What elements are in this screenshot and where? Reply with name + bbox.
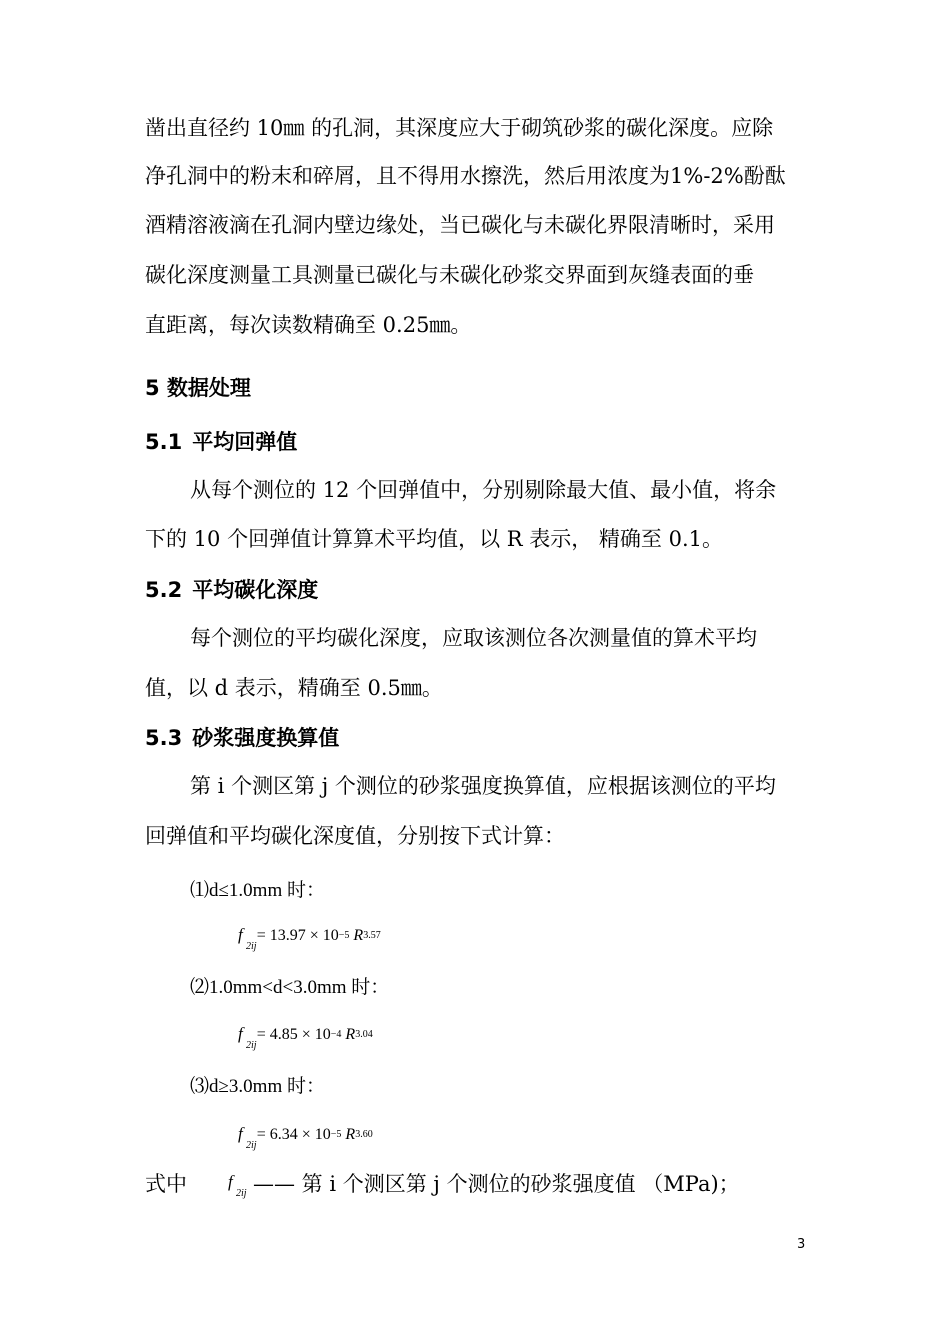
formula xyxy=(238,1024,373,1051)
subsection-number: 5.3 xyxy=(145,726,183,750)
formula xyxy=(238,1124,373,1151)
body-line: 下的 10 个回弹值计算算术平均值，以 R 表示， 精确至 0.1。 xyxy=(145,527,723,551)
body-line: 值，以 d 表示，精确至 0.5㎜。 xyxy=(145,676,443,700)
body-line: 每个测位的平均碳化深度，应取该测位各次测量值的算术平均 xyxy=(190,626,757,650)
formula-R: R xyxy=(345,1026,356,1043)
formula-R: R xyxy=(353,927,364,944)
subsection-title: 平均回弹值 xyxy=(192,430,298,454)
formula-subscript: 2ij xyxy=(246,1040,257,1051)
section-heading: 5 数据处理 xyxy=(145,376,251,400)
body-line: 净孔洞中的粉末和碎屑，且不得用水擦洗，然后用浓度为1%-2%酚酞 xyxy=(145,164,786,188)
formula-f: f 2ij xyxy=(238,925,257,952)
formula-subscript: 2ij xyxy=(246,941,257,952)
formula-exponent: −5 xyxy=(338,930,350,941)
body-line: 凿出直径约 10㎜ 的孔洞，其深度应大于砌筑砂浆的碳化深度。应除 xyxy=(145,116,774,140)
formula-power: 3.57 xyxy=(363,930,381,941)
where-symbol: f 2ij xyxy=(228,1172,247,1199)
body-line: 碳化深度测量工具测量已碳化与未碳化砂浆交界面到灰缝表面的垂 xyxy=(145,263,754,287)
condition-label: ⑴d≤1.0mm 时： xyxy=(190,880,325,901)
formula-exponent: −5 xyxy=(330,1129,342,1140)
formula xyxy=(238,925,381,952)
formula-rhs: = 4.85 × 10 xyxy=(256,1026,331,1043)
formula-R: R xyxy=(345,1126,356,1143)
body-line: 酒精溶液滴在孔洞内壁边缘处，当已碳化与未碳化界限清晰时，采用 xyxy=(145,213,775,237)
subsection-heading xyxy=(145,426,297,456)
subsection-heading xyxy=(145,574,318,604)
where-description: —— 第 i 个测区第 j 个测位的砂浆强度值 （MPa)； xyxy=(253,1172,740,1196)
subsection-heading xyxy=(145,722,339,752)
formula-rhs: = 6.34 × 10 xyxy=(256,1126,331,1143)
subsection-number: 5.2 xyxy=(145,578,183,602)
formula-subscript: 2ij xyxy=(246,1140,257,1151)
where-subscript: 2ij xyxy=(236,1188,247,1199)
body-line: 第 i 个测区第 j 个测位的砂浆强度换算值，应根据该测位的平均 xyxy=(190,774,776,798)
condition-label: ⑵1.0mm<d<3.0mm 时： xyxy=(190,977,390,998)
formula-exponent: −4 xyxy=(330,1029,342,1040)
condition-label: ⑶d≥3.0mm 时： xyxy=(190,1076,325,1097)
body-line: 直距离，每次读数精确至 0.25㎜。 xyxy=(145,313,472,337)
formula-rhs: = 13.97 × 10 xyxy=(256,927,339,944)
formula-f: f 2ij xyxy=(238,1124,257,1151)
subsection-title: 平均碳化深度 xyxy=(192,578,319,602)
page-number: 3 xyxy=(797,1237,806,1252)
formula-power: 3.04 xyxy=(355,1029,373,1040)
formula-f: f 2ij xyxy=(238,1024,257,1051)
subsection-number: 5.1 xyxy=(145,430,183,454)
body-line: 从每个测位的 12 个回弹值中，分别剔除最大值、最小值，将余 xyxy=(190,478,777,502)
body-line: 回弹值和平均碳化深度值，分别按下式计算： xyxy=(145,824,565,848)
formula-power: 3.60 xyxy=(355,1129,373,1140)
subsection-title: 砂浆强度换算值 xyxy=(192,726,340,750)
where-prefix: 式中 xyxy=(145,1172,187,1196)
